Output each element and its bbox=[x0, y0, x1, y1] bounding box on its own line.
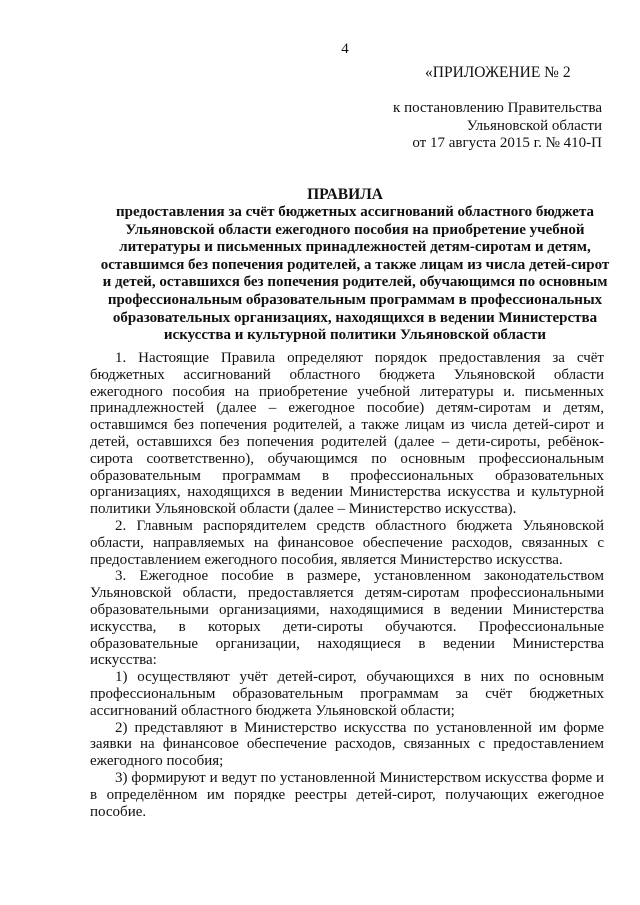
paragraph: 2) представляют в Министерство искусства по установленной им форме заявки на финансовое обеспечение расходов, связанных с предоставлением ежегодного пособия; bbox=[90, 719, 604, 770]
subheading-line: оставшимся без попечения родителей, а также лицам из числа детей-сирот bbox=[100, 256, 610, 273]
annex-title: «ПРИЛОЖЕНИЕ № 2 bbox=[425, 64, 571, 81]
paragraph: 1. Настоящие Правила определяют порядок предоставления за счёт бюджетных ассигнований областного бюджета Ульяновской области ежегодного пособия на приобретение учебной литературы и. письменных принадлежностей (далее – ежегодное пособие) детям-сиротам и детям, оставшимся без попечения родителей, а также лицам из числа детей-сирот и детей, оставшихся без попечения родителей (далее – дети-сироты, ребёнок-сирота соответственно), обучающимся по основным профессиональным образовательным программам в профессиональных образовательных организациях, находящихся в ведении Министерства искусства и культурной политики Ульяновской области (далее – Министерство искусства). bbox=[90, 350, 604, 518]
subheading-line: предоставления за счёт бюджетных ассигнований областного бюджета bbox=[115, 204, 595, 220]
subheading-line: искусства и культурной политики Ульяновской области bbox=[163, 327, 547, 344]
paragraph: 3) формируют и ведут по установленной Министерством искусства форме и в определённом им порядке реестры детей-сирот, получающих ежегодное пособие. bbox=[90, 769, 604, 820]
subheading-line: образовательных организациях, находящихся в ведении Министерства bbox=[112, 309, 598, 326]
subheading-line: профессиональным образовательным программам в профессиональных bbox=[107, 291, 603, 308]
paragraph: 1) осуществляют учёт детей-сирот, обучающихся в них по основным профессиональным образовательным программам за счёт бюджетных ассигнований областного бюджета Ульяновской области; bbox=[90, 669, 604, 719]
annex-ref-line: к постановлению Правительства bbox=[393, 100, 602, 116]
paragraph: 2. Главным распорядителем средств областного бюджета Ульяновской области, направляемых на финансовое обеспечение расходов, связанных с предоставлением ежегодного пособия, является Министерство искусства. bbox=[90, 517, 604, 568]
annex-ref-line: от 17 августа 2015 г. № 410-П bbox=[412, 135, 602, 151]
document-body bbox=[90, 350, 604, 820]
document-heading: ПРАВИЛА bbox=[307, 186, 383, 203]
annex-ref-line: Ульяновской области bbox=[466, 117, 602, 134]
paragraph: 3. Ежегодное пособие в размере, установленном законодательством Ульяновской области, предоставляется детям-сиротам профессиональными образовательными организациями, находящимися в ведении Министерства искусства, в которых дети-сироты обучаются. Профессиональные образовательные организации, находящиеся в ведении Министерства искусства: bbox=[90, 568, 604, 669]
page-number: 4 bbox=[341, 41, 349, 57]
annex-reference bbox=[370, 100, 602, 153]
subheading-line: Ульяновской области ежегодного пособия на приобретение учебной bbox=[125, 221, 585, 238]
document-subheading bbox=[90, 204, 620, 345]
subheading-line: и детей, оставшихся без попечения родителей, обучающимся по основным bbox=[102, 274, 608, 291]
subheading-line: литературы и письменных принадлежностей детям-сиротам и детям, bbox=[119, 239, 591, 256]
